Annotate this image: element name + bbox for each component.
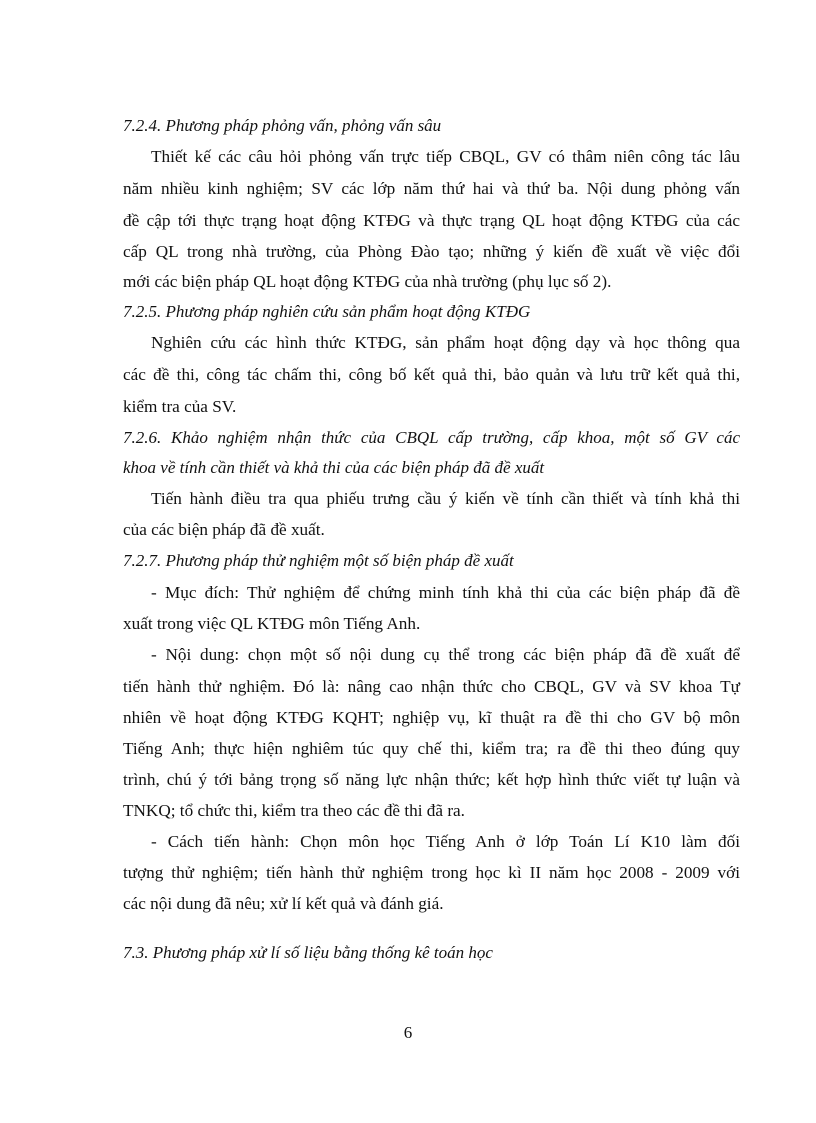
section-heading-7-3: 7.3. Phương pháp xử lí số liệu bằng thống kê toán học: [123, 943, 493, 962]
body-line: tượng thử nghiệm; tiến hành thử nghiệm trong học kì II năm học 2008 - 2009 với: [123, 863, 740, 882]
body-line: đề cập tới thực trạng hoạt động KTĐG và thực trạng QL hoạt động KTĐG của các: [123, 211, 740, 230]
body-line: Nghiên cứu các hình thức KTĐG, sản phẩm hoạt động dạy và học thông qua: [151, 333, 740, 352]
body-line: xuất trong việc QL KTĐG môn Tiếng Anh.: [123, 614, 421, 633]
body-line: các nội dung đã nêu; xử lí kết quả và đánh giá.: [123, 894, 444, 913]
bullet-line: - Cách tiến hành: Chọn môn học Tiếng Anh ở lớp Toán Lí K10 làm đối: [151, 832, 740, 851]
section-heading-7-2-6: 7.2.6. Khảo nghiệm nhận thức của CBQL cấp trường, cấp khoa, một số GV các: [123, 428, 740, 447]
body-line: trình, chú ý tới bảng trọng số năng lực nhận thức; kết hợp hình thức viết tự luận và: [123, 770, 740, 789]
body-line: các đề thi, công tác chấm thi, công bố kết quả thi, bảo quản và lưu trữ kết quả thi,: [123, 365, 740, 384]
section-heading-7-2-4: 7.2.4. Phương pháp phỏng vấn, phỏng vấn sâu: [123, 116, 442, 135]
body-line: năm nhiều kinh nghiệm; SV các lớp năm thứ hai và thứ ba. Nội dung phỏng vấn: [123, 179, 740, 198]
body-line: của các biện pháp đã đề xuất.: [123, 520, 325, 539]
body-line: TNKQ; tổ chức thi, kiểm tra theo các đề thi đã ra.: [123, 801, 465, 820]
body-line: mới các biện pháp QL hoạt động KTĐG của nhà trường (phụ lục số 2).: [123, 272, 612, 291]
section-heading-7-2-5: 7.2.5. Phương pháp nghiên cứu sản phẩm hoạt động KTĐG: [123, 302, 531, 321]
body-line: kiểm tra của SV.: [123, 397, 237, 416]
body-line: Thiết kế các câu hỏi phỏng vấn trực tiếp CBQL, GV có thâm niên công tác lâu: [151, 147, 740, 166]
body-line: Tiếng Anh; thực hiện nghiêm túc quy chế thi, kiểm tra; ra đề thi theo đúng quy: [123, 739, 740, 758]
section-heading-7-2-6-cont: khoa về tính cần thiết và khả thi của các biện pháp đã đề xuất: [123, 458, 545, 477]
body-line: Tiến hành điều tra qua phiếu trưng cầu ý kiến về tính cần thiết và tính khả thi: [151, 489, 740, 508]
page-number: 6: [403, 1023, 413, 1042]
body-line: tiến hành thử nghiệm. Đó là: nâng cao nhận thức cho CBQL, GV và SV khoa Tự: [123, 677, 740, 696]
bullet-line: - Mục đích: Thử nghiệm để chứng minh tính khả thi của các biện pháp đã đề: [151, 583, 740, 602]
body-line: cấp QL trong nhà trường, của Phòng Đào tạo; những ý kiến đề xuất về việc đổi: [123, 242, 740, 261]
bullet-line: - Nội dung: chọn một số nội dung cụ thể trong các biện pháp đã đề xuất để: [151, 645, 740, 664]
body-line: nhiên về hoạt động KTĐG KQHT; nghiệp vụ, kĩ thuật ra đề thi cho GV bộ môn: [123, 708, 740, 727]
section-heading-7-2-7: 7.2.7. Phương pháp thử nghiệm một số biện pháp đề xuất: [123, 551, 514, 570]
